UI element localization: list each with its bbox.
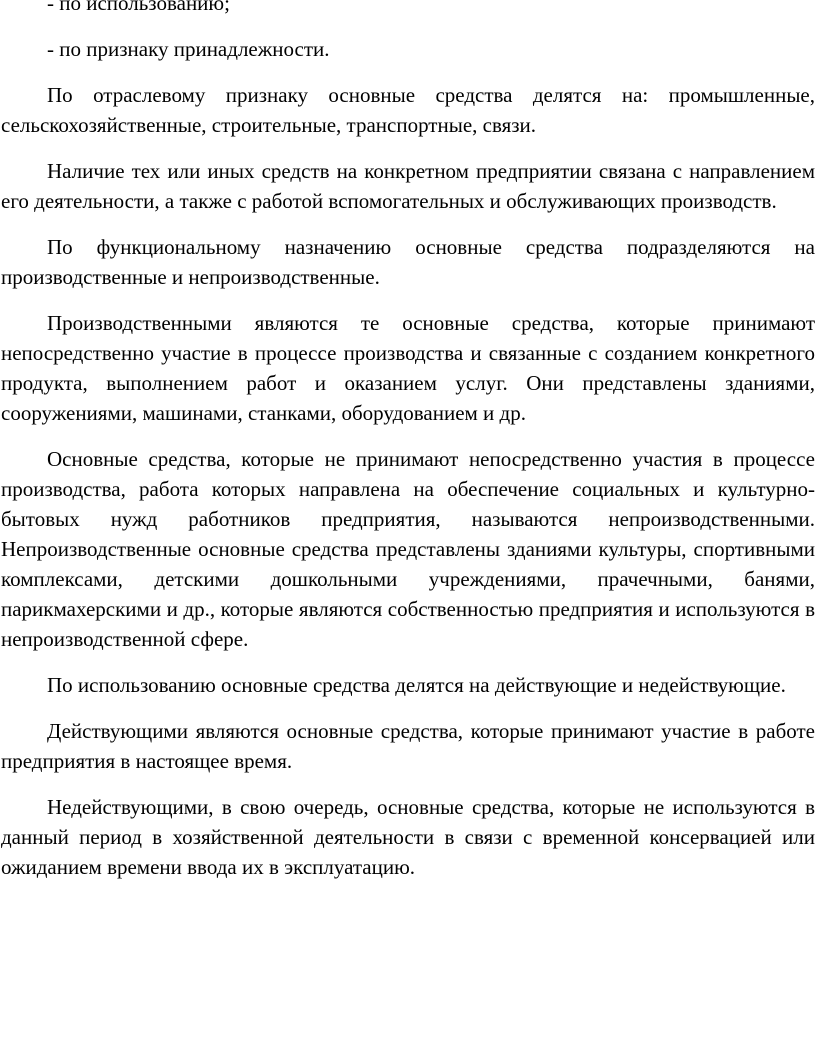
paragraph-gap xyxy=(1,654,815,670)
paragraph-gap xyxy=(1,776,815,792)
paragraph-active-assets: Действующими являются основные средства, которые принимают участие в работе предприятия в настоящее время. xyxy=(1,719,815,773)
paragraph-usage-classification: По использованию основные средства делятся на действующие и недействующие. xyxy=(47,673,786,697)
paragraph-productive-assets: Производственными являются те основные средства, которые принимают непосредственно участие в процессе производства и связанные с созданием конкретного продукта, выполнением работ и оказанием услуг. Они представлены зданиями, сооружениями, машинами, станками, оборудованием и др. xyxy=(1,311,815,425)
paragraph-gap xyxy=(1,140,815,156)
paragraph-gap xyxy=(1,700,815,716)
paragraph-means-availability: Наличие тех или иных средств на конкретном предприятии связана с направлением его деятельности, а также с работой вспомогательных и обслуживающих производств. xyxy=(1,159,815,213)
paragraph-ownership-item: - по признаку принадлежности. xyxy=(47,37,330,61)
paragraph-gap xyxy=(1,18,815,34)
paragraph-industry-classification: По отраслевому признаку основные средства делятся на: промышленные, сельскохозяйственные, строительные, транспортные, связи. xyxy=(1,83,815,137)
paragraph-nonproductive-assets: Основные средства, которые не принимают непосредственно участия в процессе производства, работа которых направлена на обеспечение социальных и культурно-бытовых нужд работников предприятия, называются непроизводственными. Непроизводственные основные средства представлены зданиями культуры, спортивными комплексами, детскими дошкольными учреждениями, прачечными, банями, парикмахерскими и др., которые являются собственностью предприятия и используются в непроизводственной сфере. xyxy=(1,447,815,651)
paragraph-inactive-assets: Недействующими, в свою очередь, основные средства, которые не используются в данный период в хозяйственной деятельности в связи с временной консервацией или ожиданием времени ввода их в эксплуатацию. xyxy=(1,795,815,879)
paragraph-gap xyxy=(1,64,815,80)
paragraph-functional-purpose: По функциональному назначению основные средства подразделяются на производственные и непроизводственные. xyxy=(1,235,815,289)
paragraph-usage-item: - по использованию; xyxy=(47,0,230,15)
paragraph-gap xyxy=(1,428,815,444)
paragraph-gap xyxy=(1,292,815,308)
paragraph-gap xyxy=(1,216,815,232)
